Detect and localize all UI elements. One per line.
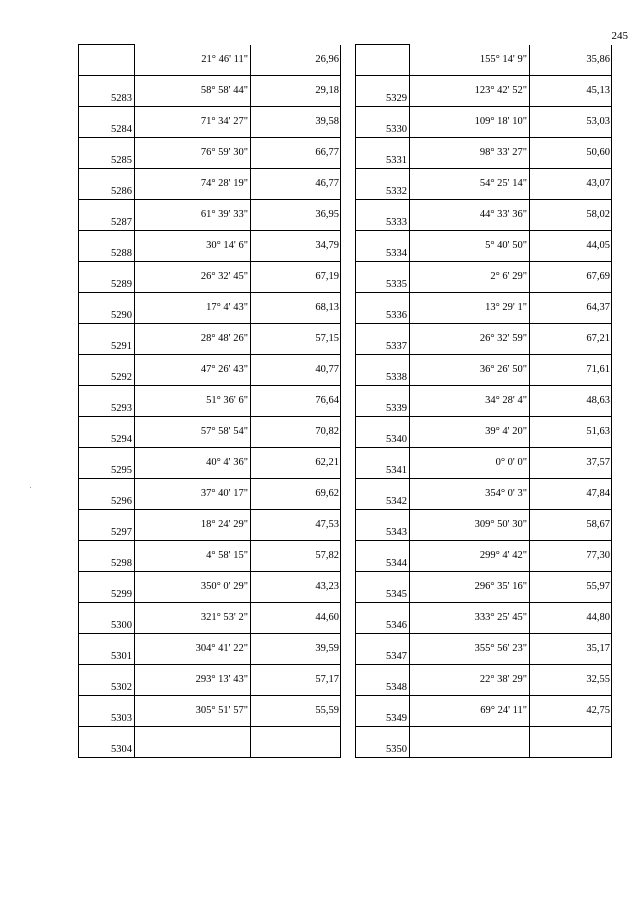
bearing-angle: 47° 26' 43" [135,355,251,386]
table-row [79,603,341,634]
point-number: 5336 [356,293,410,324]
table-row [356,45,612,76]
bearing-angle: 58° 58' 44" [135,76,251,107]
table-row [79,386,341,417]
bearing-angle [135,727,251,758]
bearing-angle: 0° 0' 0" [410,448,530,479]
table-row [79,76,341,107]
segment-distance: 42,75 [530,696,612,727]
page-number: 245 [611,30,628,42]
table-row [79,541,341,572]
table-row [79,45,341,76]
bearing-angle: 350° 0' 29" [135,572,251,603]
table-row [356,293,612,324]
table-row [356,262,612,293]
segment-distance: 46,77 [251,169,341,200]
point-number: 5339 [356,386,410,417]
point-number: 5350 [356,727,410,758]
table-row [356,169,612,200]
segment-distance: 44,60 [251,603,341,634]
table-row [356,231,612,262]
segment-distance: 64,37 [530,293,612,324]
left-coordinate-table [78,44,341,758]
point-number: 5340 [356,417,410,448]
bearing-angle: 354° 0' 3" [410,479,530,510]
segment-distance [251,727,341,758]
bearing-angle: 98° 33' 27" [410,138,530,169]
point-number: 5290 [79,293,135,324]
point-number: 5343 [356,510,410,541]
bearing-angle: 21° 46' 11" [135,45,251,76]
segment-distance: 43,07 [530,169,612,200]
table-row [79,231,341,262]
table-row [356,417,612,448]
point-number: 5330 [356,107,410,138]
point-number [356,45,410,76]
segment-distance: 77,30 [530,541,612,572]
table-row [79,107,341,138]
point-number: 5288 [79,231,135,262]
point-number: 5300 [79,603,135,634]
bearing-angle: 299° 4' 42" [410,541,530,572]
bearing-angle: 18° 24' 29" [135,510,251,541]
segment-distance: 66,77 [251,138,341,169]
segment-distance: 48,63 [530,386,612,417]
bearing-angle: 30° 14' 6" [135,231,251,262]
bearing-angle: 4° 58' 15" [135,541,251,572]
table-row [79,200,341,231]
bearing-angle: 293° 13' 43" [135,665,251,696]
bearing-angle: 51° 36' 6" [135,386,251,417]
bearing-angle [410,727,530,758]
segment-distance: 47,84 [530,479,612,510]
table-row [79,448,341,479]
segment-distance: 67,21 [530,324,612,355]
point-number: 5347 [356,634,410,665]
segment-distance: 39,59 [251,634,341,665]
point-number: 5291 [79,324,135,355]
point-number: 5345 [356,572,410,603]
table-row [79,479,341,510]
segment-distance: 57,15 [251,324,341,355]
scan-speck [30,487,31,488]
bearing-angle: 155° 14' 9" [410,45,530,76]
table-row [79,262,341,293]
segment-distance: 71,61 [530,355,612,386]
point-number: 5292 [79,355,135,386]
point-number: 5287 [79,200,135,231]
bearing-angle: 28° 48' 26" [135,324,251,355]
point-number: 5286 [79,169,135,200]
bearing-angle: 76° 59' 30" [135,138,251,169]
point-number: 5332 [356,169,410,200]
bearing-angle: 2° 6' 29" [410,262,530,293]
point-number: 5301 [79,634,135,665]
segment-distance: 50,60 [530,138,612,169]
point-number: 5349 [356,696,410,727]
point-number: 5348 [356,665,410,696]
segment-distance: 40,77 [251,355,341,386]
bearing-angle: 296° 35' 16" [410,572,530,603]
point-number: 5296 [79,479,135,510]
table-row [356,200,612,231]
table-row [356,665,612,696]
table-row [79,634,341,665]
segment-distance: 57,17 [251,665,341,696]
segment-distance: 36,95 [251,200,341,231]
table-row [79,169,341,200]
bearing-angle: 13° 29' 1" [410,293,530,324]
segment-distance: 70,82 [251,417,341,448]
point-number: 5338 [356,355,410,386]
table-row [79,293,341,324]
point-number: 5304 [79,727,135,758]
table-row [356,138,612,169]
segment-distance: 76,64 [251,386,341,417]
point-number: 5299 [79,572,135,603]
segment-distance: 43,23 [251,572,341,603]
point-number: 5283 [79,76,135,107]
point-number [79,45,135,76]
bearing-angle: 309° 50' 30" [410,510,530,541]
bearing-angle: 34° 28' 4" [410,386,530,417]
segment-distance: 55,97 [530,572,612,603]
bearing-angle: 123° 42' 52" [410,76,530,107]
segment-distance: 68,13 [251,293,341,324]
bearing-angle: 57° 58' 54" [135,417,251,448]
segment-distance: 39,58 [251,107,341,138]
bearing-angle: 74° 28' 19" [135,169,251,200]
segment-distance: 69,62 [251,479,341,510]
point-number: 5284 [79,107,135,138]
point-number: 5335 [356,262,410,293]
point-number: 5342 [356,479,410,510]
bearing-angle: 22° 38' 29" [410,665,530,696]
table-row [356,541,612,572]
point-number: 5344 [356,541,410,572]
segment-distance: 32,55 [530,665,612,696]
table-row [356,572,612,603]
segment-distance: 67,69 [530,262,612,293]
table-row [79,696,341,727]
bearing-angle: 109° 18' 10" [410,107,530,138]
point-number: 5341 [356,448,410,479]
table-row [79,665,341,696]
segment-distance: 62,21 [251,448,341,479]
point-number: 5293 [79,386,135,417]
table-row [356,448,612,479]
table-row [356,386,612,417]
bearing-angle: 26° 32' 59" [410,324,530,355]
segment-distance: 35,86 [530,45,612,76]
bearing-angle: 39° 4' 20" [410,417,530,448]
bearing-angle: 37° 40' 17" [135,479,251,510]
table-row [356,355,612,386]
point-number: 5285 [79,138,135,169]
bearing-angle: 44° 33' 36" [410,200,530,231]
table-row [356,479,612,510]
table-row [79,417,341,448]
table-row [356,107,612,138]
segment-distance: 51,63 [530,417,612,448]
point-number: 5331 [356,138,410,169]
segment-distance: 58,02 [530,200,612,231]
bearing-angle: 40° 4' 36" [135,448,251,479]
bearing-angle: 54° 25' 14" [410,169,530,200]
bearing-angle: 71° 34' 27" [135,107,251,138]
segment-distance: 29,18 [251,76,341,107]
segment-distance: 34,79 [251,231,341,262]
bearing-angle: 69° 24' 11" [410,696,530,727]
segment-distance: 53,03 [530,107,612,138]
table-row [356,603,612,634]
table-row [356,634,612,665]
segment-distance: 35,17 [530,634,612,665]
segment-distance: 44,05 [530,231,612,262]
point-number: 5302 [79,665,135,696]
bearing-angle: 5° 40' 50" [410,231,530,262]
bearing-angle: 61° 39' 33" [135,200,251,231]
segment-distance: 47,53 [251,510,341,541]
segment-distance: 37,57 [530,448,612,479]
point-number: 5294 [79,417,135,448]
point-number: 5346 [356,603,410,634]
point-number: 5337 [356,324,410,355]
bearing-angle: 36° 26' 50" [410,355,530,386]
segment-distance: 44,80 [530,603,612,634]
bearing-angle: 17° 4' 43" [135,293,251,324]
point-number: 5298 [79,541,135,572]
table-row [79,727,341,758]
point-number: 5297 [79,510,135,541]
table-row [79,355,341,386]
segment-distance [530,727,612,758]
table-row [79,572,341,603]
segment-distance: 67,19 [251,262,341,293]
point-number: 5333 [356,200,410,231]
right-coordinate-table [355,44,612,758]
table-row [356,324,612,355]
bearing-angle: 321° 53' 2" [135,603,251,634]
bearing-angle: 304° 41' 22" [135,634,251,665]
point-number: 5295 [79,448,135,479]
table-row [79,138,341,169]
segment-distance: 55,59 [251,696,341,727]
point-number: 5303 [79,696,135,727]
table-row [356,727,612,758]
segment-distance: 57,82 [251,541,341,572]
point-number: 5289 [79,262,135,293]
table-row [356,76,612,107]
table-row [356,510,612,541]
bearing-angle: 305° 51' 57" [135,696,251,727]
table-row [79,324,341,355]
point-number: 5329 [356,76,410,107]
bearing-angle: 355° 56' 23" [410,634,530,665]
segment-distance: 45,13 [530,76,612,107]
segment-distance: 26,96 [251,45,341,76]
table-row [356,696,612,727]
bearing-angle: 333° 25' 45" [410,603,530,634]
point-number: 5334 [356,231,410,262]
table-row [79,510,341,541]
segment-distance: 58,67 [530,510,612,541]
bearing-angle: 26° 32' 45" [135,262,251,293]
